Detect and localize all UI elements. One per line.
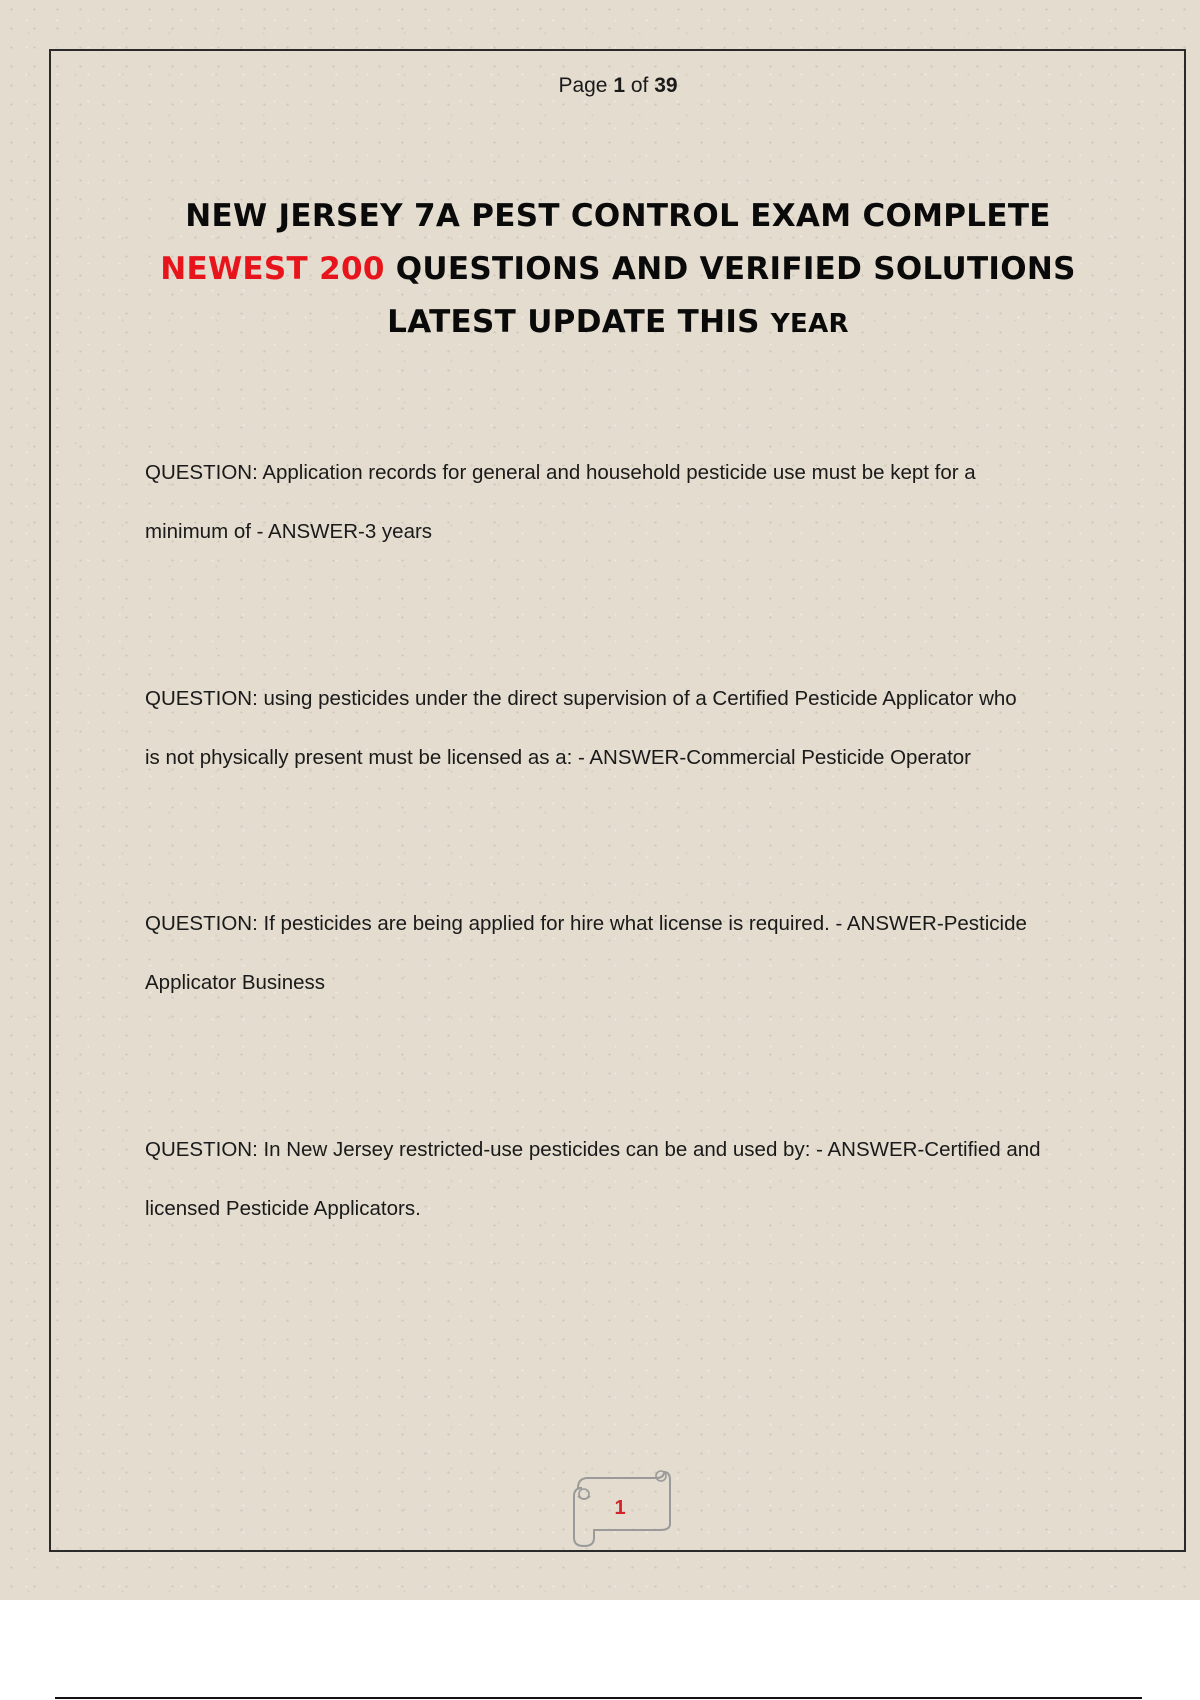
page-total: 39 (654, 74, 678, 97)
question-line: QUESTION: Application records for general and household pesticide use must be kept for a (145, 461, 976, 484)
title-line-2-rest: QUESTIONS AND VERIFIED SOLUTIONS (384, 251, 1076, 287)
page-number: 1 (614, 1497, 626, 1519)
question-block-1 (145, 443, 1095, 561)
question-block-2 (145, 669, 1095, 787)
title-highlight: NEWEST 200 (160, 251, 385, 287)
page-current: 1 (613, 74, 626, 97)
question-line: QUESTION: using pesticides under the direct supervision of a Certified Pesticide Applicator who (145, 687, 1017, 710)
answer-line: Applicator Business (145, 971, 326, 994)
footer-divider (55, 1697, 1142, 1699)
page-indicator (0, 74, 1200, 98)
answer-line: minimum of - ANSWER-3 years (145, 520, 433, 543)
page-prefix: Page (558, 74, 614, 97)
title-line-3 (100, 296, 1136, 351)
title-line-1: NEW JERSEY 7A PEST CONTROL EXAM COMPLETE (185, 198, 1051, 234)
question-line: QUESTION: In New Jersey restricted-use pesticides can be and used by: - ANSWER-Certified and (145, 1138, 1041, 1161)
title-line-2 (100, 243, 1136, 296)
title-line-3-main: LATEST UPDATE THIS (387, 304, 771, 340)
question-line: QUESTION: If pesticides are being applied for hire what license is required. - ANSWER-Pesticide (145, 912, 1027, 935)
question-block-3 (145, 894, 1095, 1012)
title-line-3-small: YEAR (770, 309, 849, 339)
answer-line: is not physically present must be licensed as a: - ANSWER-Commercial Pesticide Operator (145, 746, 972, 769)
document-title (100, 190, 1136, 351)
answer-line: licensed Pesticide Applicators. (145, 1197, 421, 1220)
page-of: of (625, 74, 655, 97)
question-block-4 (145, 1120, 1095, 1238)
